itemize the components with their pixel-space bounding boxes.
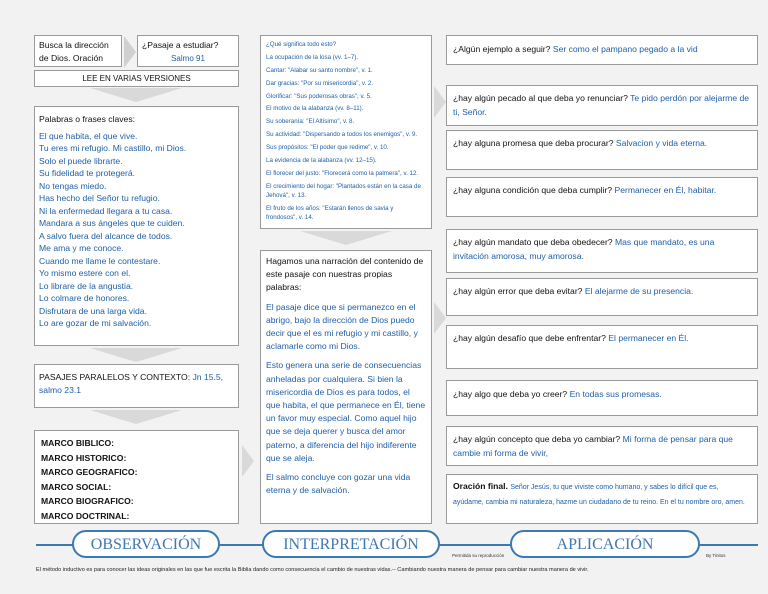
marco-item: MARCO BIOGRAFICO:	[41, 496, 134, 506]
bottom-caption: El método inductivo es para conocer las ideas originales en las que fue escrita la Biblia dando como consecuencia el cambio de nuestras vidas.-- Cambiando nuestra manera de pensar para cambiar nuestra manera de vivir.	[36, 567, 589, 573]
meaning-box	[260, 35, 432, 229]
answer-text: Te pido perdón por alejarme de ti, Señor.	[453, 93, 750, 117]
meaning-item: El motivo de la alabanza (vv. 8–11).	[266, 105, 364, 113]
answer-text: Ser como el pampano pegado a la vid	[552, 44, 698, 54]
question-text: ¿Algún ejemplo a seguir?	[453, 44, 551, 54]
observation-label: OBSERVACIÓN	[72, 530, 220, 558]
versions-label: LEE EN VARIAS VERSIONES	[82, 74, 191, 83]
keyword-item: No tengas miedo.	[39, 180, 107, 191]
answer-text: En todas sus promesas.	[569, 389, 662, 399]
prayer-box	[446, 474, 758, 524]
answer-text: El permanecer en Él.	[608, 333, 689, 343]
arrow	[124, 36, 136, 68]
keyword-item: El que habita, el que vive.	[39, 130, 138, 141]
interpretation-label: INTERPRETACIÓN	[262, 530, 440, 558]
question-text: ¿hay algún desafío que debe enfrentar?	[453, 333, 606, 343]
answer-text: El alejarme de su presencia.	[584, 286, 694, 296]
prayer-text: Señor Jesús, tu que viviste como humano, y sabes lo difícil que es, ayúdame, cambia mi naturaleza, hazme un ciudadano de tu reino. En el tu nombre oro, amen.	[453, 484, 745, 506]
direction-text: Busca la dirección de Dios. Oración	[39, 40, 109, 63]
passage-value: Salmo 91	[171, 54, 205, 63]
answer-text: Mi forma de pensar para que cambie mi forma de vivir,	[453, 434, 733, 458]
keyword-item: Lo colmare de honores.	[39, 293, 130, 303]
meaning-item: El fruto de los años: "Estarán llenos de savia y frondosos", v. 14.	[266, 204, 394, 222]
marco-item: MARCO SOCIAL:	[41, 481, 112, 492]
arrow	[434, 86, 446, 118]
question-box	[446, 35, 758, 65]
versions-box	[34, 70, 239, 87]
keyword-item: Mandara a sus ángeles que te cuiden.	[39, 218, 185, 228]
narration-box	[260, 250, 432, 524]
question-box	[446, 380, 758, 416]
meaning-item: El florecer del justo: "Florecerá como la palmera", v. 12.	[266, 169, 419, 177]
answer-text: Mas que mandato, es una invitación amorosa, muy amorosa.	[453, 237, 715, 261]
keyword-item: Me ama y me conoce.	[39, 243, 124, 253]
narration-title: Hagamos una narración del contenido de este pasaje con nuestras propias palabras:	[266, 256, 424, 293]
keyword-item: A salvo fuera del alcance de todos.	[39, 230, 173, 241]
meaning-item: Glorificar: "Sus poderosas obras", v. 5.	[266, 92, 372, 100]
meaning-item: La ocupación de la losa (vv. 1–7).	[266, 53, 359, 61]
marco-item: MARCO HISTORICO:	[41, 452, 127, 463]
narration-p2: Esto genera una serie de consecuencias anheladas por cualquiera. Si bien la misericordia de Dios es para todos, el que habita, el que permanece en Él, tiene un favor muy especial. Como aquel hijo que se deja querer y busca del amor paterno, a diferencia del hijo indiferente que se aleja.	[266, 360, 426, 463]
question-text: ¿hay algún concepto que deba yo cambiar?	[453, 434, 621, 444]
marco-item: MARCO GEOGRAFICO:	[41, 467, 138, 477]
question-text: ¿hay algo que deba yo creer?	[453, 389, 568, 399]
narration-p3: El salmo concluye con gozar una vida eterna y de salvación.	[266, 472, 411, 496]
keywords-title: Palabras o frases claves:	[39, 114, 136, 124]
keyword-item: Solo el puede librarte.	[39, 155, 123, 166]
keyword-item: Su fidelidad te protegerá.	[39, 168, 136, 178]
arrow	[90, 410, 182, 424]
arrow	[300, 231, 392, 245]
question-box	[446, 278, 758, 316]
parallels-box	[34, 364, 239, 408]
question-box	[446, 177, 758, 217]
parallels-label: PASAJES PARALELOS Y CONTEXTO:	[39, 372, 191, 382]
meaning-item: Cantar: "Alabar su santo nombre", v. 1.	[266, 66, 373, 74]
arrow	[90, 88, 182, 102]
keyword-item: Lo are gozar de mi salvación.	[39, 318, 152, 328]
marcos-list	[41, 436, 232, 523]
keywords-list	[39, 130, 234, 330]
question-box	[446, 130, 758, 170]
question-box	[446, 229, 758, 273]
keyword-item: Disfrutara de una larga vida.	[39, 305, 147, 316]
parallels-value: Jn 15.5, salmo 23.1	[39, 372, 224, 395]
marcos-box	[34, 430, 239, 524]
answer-text: Salvacion y vida eterna.	[615, 138, 708, 148]
question-box	[446, 85, 758, 126]
keywords-box	[34, 106, 239, 346]
answer-text: Permanecer en Él, habitar.	[614, 185, 717, 195]
question-box	[446, 426, 758, 466]
meaning-list	[266, 40, 426, 223]
passage-question: ¿Pasaje a estudiar?	[142, 40, 219, 50]
arrow	[90, 348, 182, 362]
direction-box	[34, 35, 122, 67]
question-text: ¿hay algún error que deba evitar?	[453, 286, 583, 296]
keyword-item: Cuando me llame le contestare.	[39, 255, 161, 266]
author-note: By Tinitos	[706, 553, 726, 558]
marco-item: MARCO BIBLICO:	[41, 438, 115, 448]
application-label: APLICACIÓN	[510, 530, 700, 558]
passage-box	[137, 35, 239, 67]
question-text: ¿hay alguna promesa que deba procurar?	[453, 138, 614, 148]
meaning-item: Su soberanía: "El Altísimo", v. 8.	[266, 118, 355, 126]
meaning-item: Dar gracias: "Por su misericordia", v. 2.	[266, 79, 374, 87]
meaning-item: La evidencia de la alabanza (vv. 12–15).	[266, 157, 377, 165]
keyword-item: Lo librare de la angustia.	[39, 280, 134, 291]
meaning-item: ¿Qué significa todo esto?	[266, 41, 337, 48]
meaning-item: Su actividad: "Dispersando a todos los enemigos", v. 9.	[266, 131, 418, 139]
keyword-item: Has hecho del Señor tu refugio.	[39, 193, 160, 203]
meaning-item: El crecimiento del hogar: "Plantados están en la casa de Jehová", v. 13.	[266, 182, 421, 200]
marco-item: MARCO DOCTRINAL:	[41, 510, 130, 521]
arrow	[242, 445, 254, 477]
reproduction-note: Permitida su reproducción	[452, 553, 505, 558]
question-text: ¿hay algún mandato que deba obedecer?	[453, 237, 613, 247]
question-text: ¿hay alguna condición que deba cumplir?	[453, 185, 613, 195]
keyword-item: Tu eres mi refugio. Mi castillo, mi Dios.	[39, 143, 187, 153]
keyword-item: Ni la enfermedad llegara a tu casa.	[39, 205, 173, 216]
meaning-item: Sus propósitos: "El poder que redime", v. 10.	[266, 144, 389, 152]
prayer-label: Oración final.	[453, 481, 508, 491]
arrow	[434, 302, 446, 334]
question-text: ¿hay algún pecado al que deba yo renunciar?	[453, 93, 628, 103]
keyword-item: Yo mismo estere con el.	[39, 268, 131, 278]
question-box	[446, 325, 758, 369]
narration-p1: El pasaje dice que si permanezco en el abrigo, bajo la dirección de Dios puedo decir que el es mi refugio y mi castillo, y aclamarle como mi Dios.	[266, 301, 418, 352]
